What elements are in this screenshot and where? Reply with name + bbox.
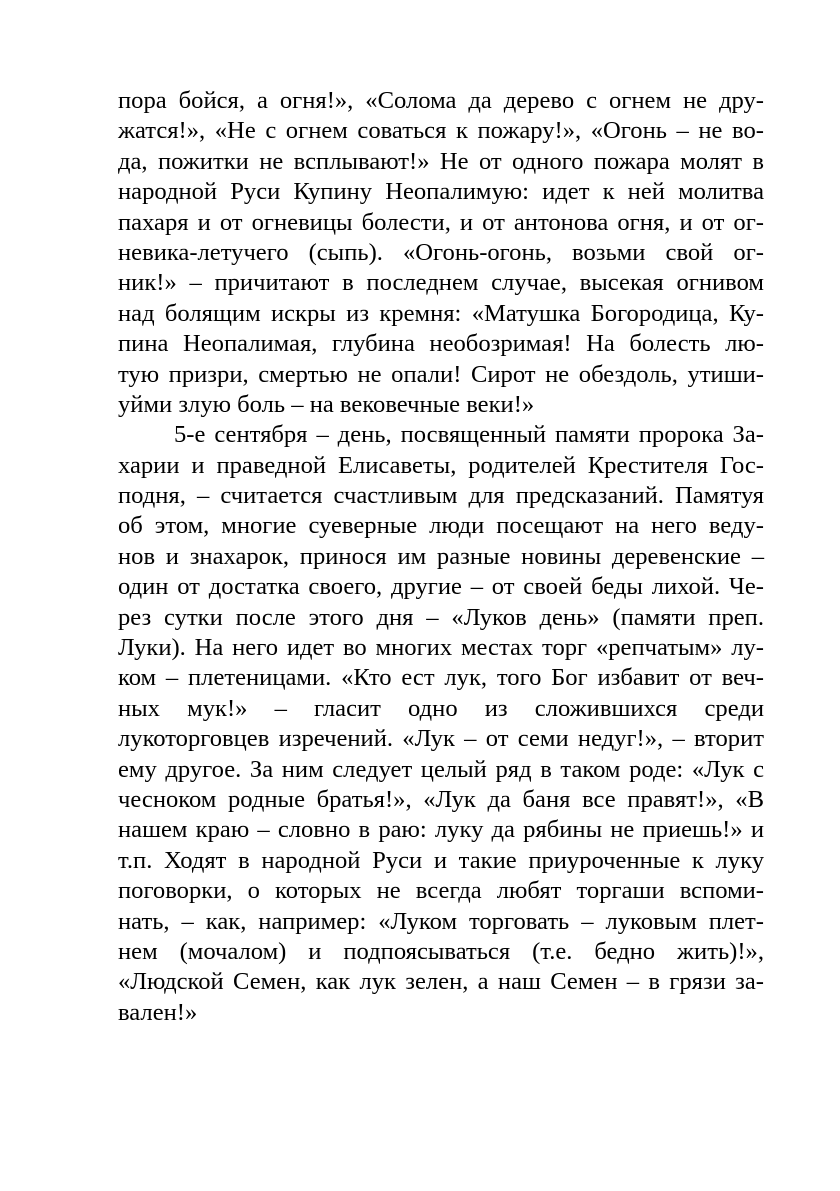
text-line: рез сутки после этого дня – «Луков день» (памяти преп. bbox=[118, 603, 764, 631]
text-line: т.п. Ходят в народной Руси и такие приуроченные к луку bbox=[118, 846, 764, 874]
text-line: невика-летучего (сыпь). «Огонь-огонь, возьми свой ог- bbox=[118, 238, 764, 266]
text-line: пора бойся, а огня!», «Солома да дерево с огнем не дру- bbox=[118, 87, 764, 114]
text-line: лукоторговцев изречений. «Лук – от семи недуг!», – вторит bbox=[118, 725, 764, 753]
text-line: пахаря и от огневицы болести, и от антонова огня, и от ог- bbox=[118, 208, 764, 236]
text-line: ком – плетеницами. «Кто ест лук, того Бог избавит от веч- bbox=[118, 664, 764, 692]
text-line: нем (мочалом) и подпоясываться (т.е. бедно жить)!», bbox=[118, 937, 764, 965]
paragraph-2 bbox=[118, 420, 764, 1028]
text-line: пина Неопалимая, глубина необозримая! На болесть лю- bbox=[118, 330, 764, 358]
text-line: 5-е сентября – день, посвященный памяти пророка За- bbox=[174, 421, 764, 449]
text-line: ему другое. За ним следует целый ряд в таком роде: «Лук с bbox=[118, 755, 764, 783]
text-line: вален!» bbox=[118, 998, 198, 1026]
text-line: да, пожитки не всплывают!» Не от одного пожара молят в bbox=[118, 147, 764, 175]
text-line: тую призри, смертью не опали! Сирот не обездоль, утиши- bbox=[118, 360, 764, 388]
text-line: ник!» – причитают в последнем случае, высекая огнивом bbox=[118, 269, 764, 297]
text-line: ных мук!» – гласит одно из сложившихся среди bbox=[118, 694, 764, 722]
text-line: один от достатка своего, другие – от своей беды лихой. Че- bbox=[118, 573, 764, 601]
text-line: нов и знахарок, принося им разные новины деревенские – bbox=[118, 542, 764, 570]
text-line: «Людской Семен, как лук зелен, а наш Семен – в грязи за- bbox=[118, 968, 764, 996]
text-line: нать, – как, например: «Луком торговать – луковым плет- bbox=[118, 907, 764, 935]
text-line: харии и праведной Елисаветы, родителей Крестителя Гос- bbox=[118, 451, 764, 479]
text-line: жатся!», «Не с огнем соваться к пожару!», «Огонь – не во- bbox=[118, 117, 764, 145]
text-line: чесноком родные братья!», «Лук да баня все правят!», «В bbox=[118, 785, 764, 813]
body-text bbox=[118, 86, 764, 1028]
text-line: подня, – считается счастливым для предсказаний. Памятуя bbox=[118, 482, 764, 510]
paragraph-1 bbox=[118, 86, 764, 420]
text-line: об этом, многие суеверные люди посещают на него веду- bbox=[118, 512, 764, 540]
text-line: уйми злую боль – на вековечные веки!» bbox=[118, 390, 535, 418]
text-line: народной Руси Купину Неопалимую: идет к ней молитва bbox=[118, 178, 764, 206]
text-line: Луки). На него идет во многих местах торг «репчатым» лу- bbox=[118, 634, 764, 662]
text-line: поговорки, о которых не всегда любят торгаши вспоми- bbox=[118, 877, 764, 905]
text-line: нашем краю – словно в раю: луку да рябины не приешь!» и bbox=[118, 816, 764, 844]
text-line: над болящим искры из кремня: «Матушка Богородица, Ку- bbox=[118, 299, 764, 327]
